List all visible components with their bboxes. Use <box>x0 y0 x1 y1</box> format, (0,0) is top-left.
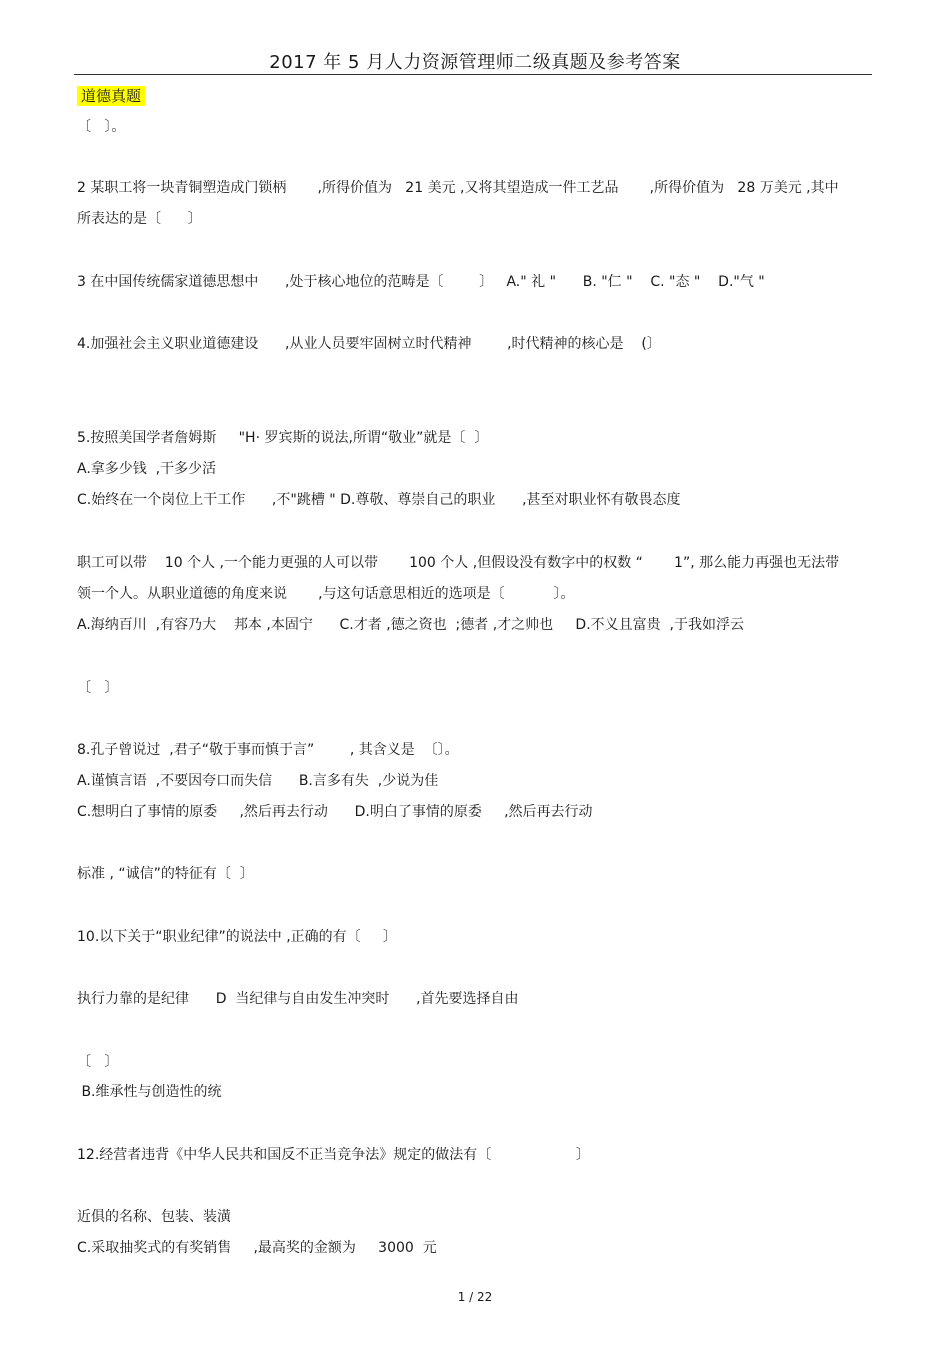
text-line: 4.加强社会主义职业道德建设 ,从业人员要牢固树立时代精神 ,时代精神的核心是 (〕 <box>77 336 661 352</box>
text-line: 〔 〕。 <box>77 119 126 135</box>
text-line: 标准 , “诚信”的特征有〔 〕 <box>77 866 254 882</box>
text-line: 近俱的名称、包装、装潢 <box>77 1209 231 1225</box>
text-line: B.维承性与创造性的统 <box>77 1084 222 1100</box>
text-line: 执行力靠的是纪律 D 当纪律与自由发生冲突时 ,首先要选择自由 <box>77 991 519 1007</box>
section-label: 道德真题 <box>77 86 145 106</box>
text-line: 8.孔子曾说过 ,君子“敬于事而慎于言” , 其含义是 〔〕。 <box>77 742 459 758</box>
text-line: A.拿多少钱 ,干多少活 <box>77 461 217 477</box>
text-line: C.始终在一个岗位上干工作 ,不"跳槽 " D.尊敬、尊崇自己的职业 ,甚至对职业怀有敬畏态度 <box>77 492 681 508</box>
text-line: 领一个人。从职业道德的角度来说 ,与这句话意思相近的选项是〔 〕。 <box>77 586 575 602</box>
text-line: A.海纳百川 ,有容乃大 邦本 ,本固宁 C.才者 ,德之资也 ;德者 ,才之帅也 D.不义且富贵 ,于我如浮云 <box>77 617 745 633</box>
text-line: A.谨慎言语 ,不要因夸口而失信 B.言多有失 ,少说为佳 <box>77 773 439 789</box>
section-label-wrap <box>77 86 145 107</box>
text-line: 5.按照美国学者詹姆斯 "H· 罗宾斯的说法,所谓“敬业”就是〔 〕 <box>77 430 489 446</box>
text-line: 〔 〕 <box>77 680 119 696</box>
text-line: 3 在中国传统儒家道德思想中 ,处于核心地位的范畴是〔 〕 A." 礼 " B. "仁 " C. "态 " D."气 " <box>77 274 765 290</box>
text-line: 2 某职工将一块青铜塑造成门锁柄 ,所得价值为 21 美元 ,又将其望造成一件工艺品 ,所得价值为 28 万美元 ,其中 <box>77 180 839 196</box>
document-title: 2017 年 5 月人力资源管理师二级真题及参考答案 <box>269 52 681 73</box>
text-line: 12.经营者违背《中华人民共和国反不正当竞争法》规定的做法有〔 〕 <box>77 1147 590 1163</box>
text-line: 职工可以带 10 个人 ,一个能力更强的人可以带 100 个人 ,但假设没有数字中的权数 “ 1”, 那么能力再强也无法带 <box>77 555 840 571</box>
text-line: 10.以下关于“职业纪律”的说法中 ,正确的有〔 〕 <box>77 929 397 945</box>
page-number: 1 / 22 <box>457 1290 493 1304</box>
text-line: C.想明白了事情的原委 ,然后再去行动 D.明白了事情的原委 ,然后再去行动 <box>77 804 593 820</box>
text-line: 所表达的是〔 〕 <box>77 211 202 227</box>
header-rule <box>74 74 872 75</box>
text-line: C.采取抽奖式的有奖销售 ,最高奖的金额为 3000 元 <box>77 1240 437 1256</box>
text-line: 〔 〕 <box>77 1054 119 1070</box>
